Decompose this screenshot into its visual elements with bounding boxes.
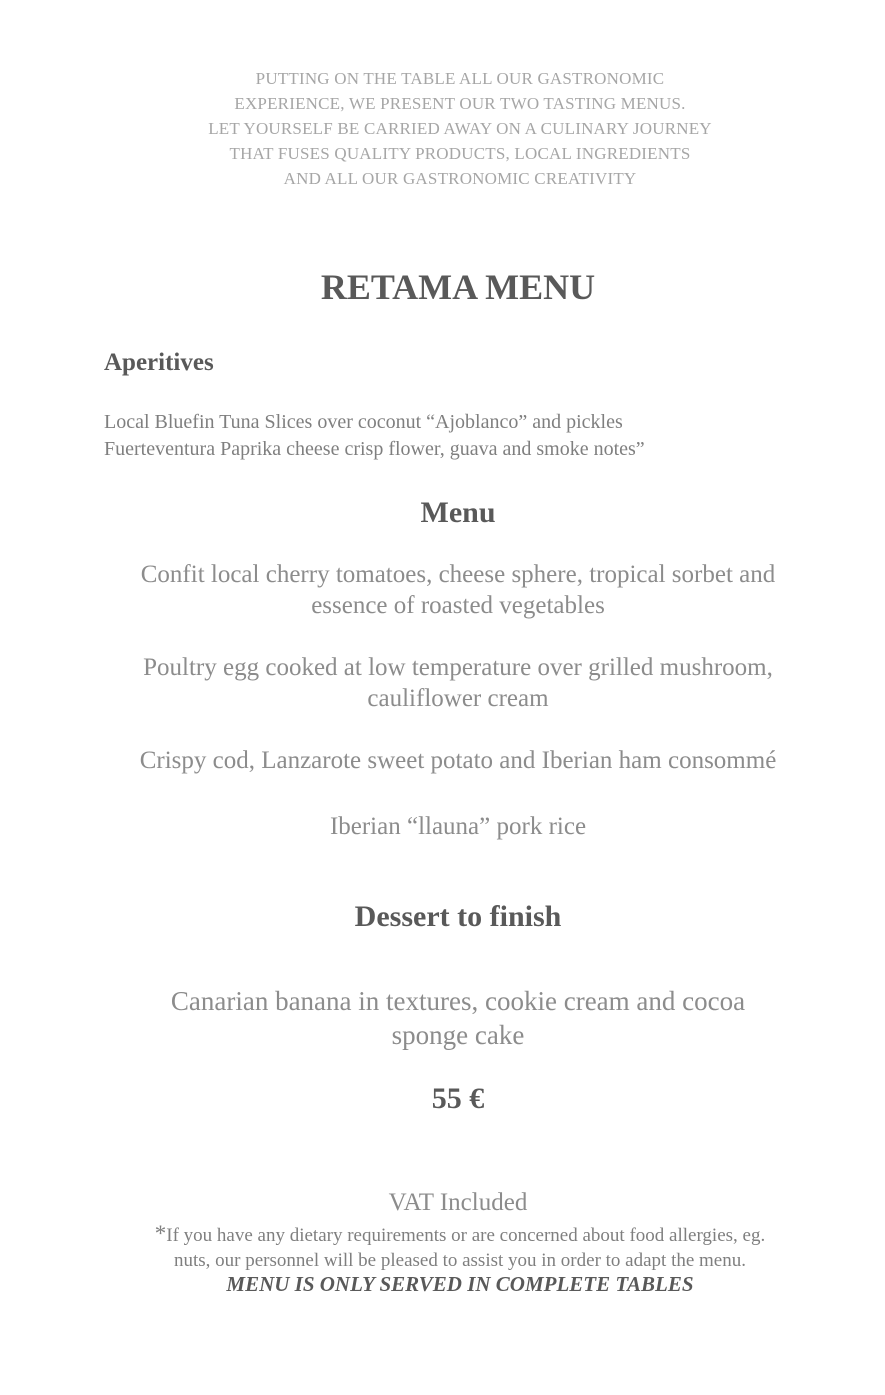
allergy-text: If you have any dietary requirements or are concerned about food allergies, eg. — [166, 1225, 766, 1246]
intro-line: LET YOURSELF BE CARRIED AWAY ON A CULINARY JOURNEY — [208, 119, 712, 138]
dish-line: Confit local cherry tomatoes, cheese sphere, tropical sorbet and — [140, 561, 776, 588]
complete-tables-note: MENU IS ONLY SERVED IN COMPLETE TABLES — [226, 1272, 694, 1296]
dish-line: essence of roasted vegetables — [311, 592, 605, 619]
asterisk: * — [154, 1221, 167, 1246]
dish-item — [18, 745, 885, 776]
aperitif-item: Local Bluefin Tuna Slices over coconut “Ajoblanco” and pickles — [104, 411, 623, 433]
intro-text — [20, 66, 885, 191]
menu-heading: Menu — [420, 496, 496, 529]
allergy-line — [20, 1221, 885, 1248]
menu-price: 55 € — [431, 1082, 485, 1115]
allergy-line: nuts, our personnel will be pleased to assist you in order to adapt the menu. — [174, 1250, 746, 1271]
dessert-heading: Dessert to finish — [354, 900, 562, 933]
aperitives-heading: Aperitives — [104, 349, 214, 376]
dish-item — [18, 559, 885, 621]
dessert-line: Canarian banana in textures, cookie cream and cocoa — [170, 986, 746, 1016]
dish-item — [18, 652, 885, 714]
intro-line: PUTTING ON THE TABLE ALL OUR GASTRONOMIC — [255, 69, 665, 88]
intro-line: THAT FUSES QUALITY PRODUCTS, LOCAL INGREDIENTS — [229, 144, 691, 163]
menu-title: RETAMA MENU — [320, 267, 596, 307]
allergy-note — [20, 1221, 885, 1273]
dish-line: Iberian “llauna” pork rice — [329, 813, 587, 840]
dessert-item — [18, 984, 885, 1052]
intro-line: AND ALL OUR GASTRONOMIC CREATIVITY — [283, 169, 637, 188]
dish-line: Poultry egg cooked at low temperature over grilled mushroom, — [143, 654, 773, 681]
aperitif-item: Fuerteventura Paprika cheese crisp flower, guava and smoke notes” — [104, 438, 645, 460]
dessert-line: sponge cake — [391, 1020, 525, 1050]
dish-line: Crispy cod, Lanzarote sweet potato and Iberian ham consommé — [139, 747, 777, 774]
dish-item — [18, 811, 885, 842]
vat-note: VAT Included — [388, 1189, 528, 1216]
intro-line: EXPERIENCE, WE PRESENT OUR TWO TASTING MENUS. — [234, 94, 686, 113]
dish-line: cauliflower cream — [367, 685, 549, 712]
